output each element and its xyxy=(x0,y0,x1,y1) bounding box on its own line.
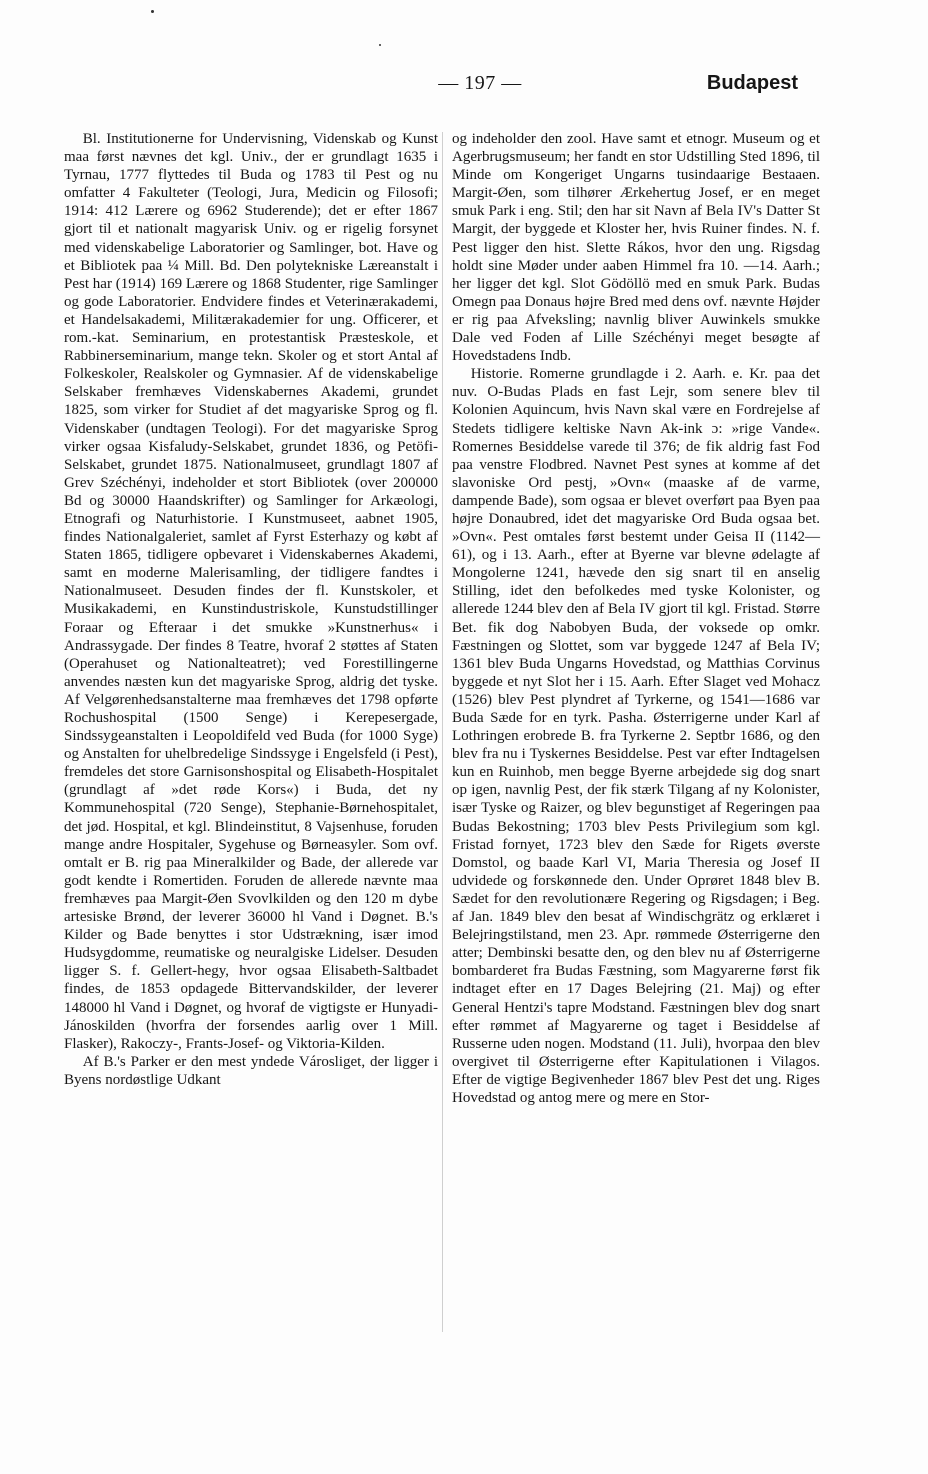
paragraph-parks-continued: og indeholder den zool. Have samt et etnogr. Museum og et Agerbrugsmuseum; her fandt en stor Udstilling Sted 1896, til Minde om Kongeriget Ungarns tusindaarige Bestaaen. Margit-Øen, som tilhører Ærkehertug Josef, er en meget smuk Park i eng. Stil; den har sit Navn af Bela IV's Datter St Margit, der byggede et Kloster her, hvis Ruiner findes. N. f. Pest ligger den hist. Slette Rákos, hvor den ung. Rigsdag holdt sine Møder under aaben Himmel fra 10. —14. Aarh.; her ligger det kgl. Slot Gödöllö med en smuk Park. Budas Omegn paa Donaus højre Bred med dens ovf. nævnte Højder er rig paa Afveksling; navnlig bliver Auwinkels smukke Dale ved Foden af Lille Széchényi meget besøgte af Hovedstadens Indb. xyxy=(452,131,820,365)
right-column xyxy=(452,130,820,1107)
page-number: — 197 — xyxy=(438,72,522,94)
running-title: Budapest xyxy=(706,72,798,94)
print-speck xyxy=(151,10,154,13)
column-divider xyxy=(442,132,443,1332)
print-speck xyxy=(379,44,381,46)
page-header xyxy=(60,72,800,102)
paragraph-history: Historie. Romerne grundlagde i 2. Aarh. e. Kr. paa det nuv. O-Budas Plads en fast Lejr, som senere blev til Kolonien Aquincum, hvis Navn skal være en Fordrejelse af Stedets tidligere keltiske Navn Ak-ink ɔ: »rige Vande«. Romernes Besiddelse varede til 376; de fik aldrig fast Fod paa venstre Flodbred. Navnet Pest synes at komme af det slavoniske Ord pestj, »Ovn« (maaske af de varme, dampende Bade), som ogsaa er blevet overført paa Byen paa højre Donaubred, idet det magyariske Ord Buda ogsaa bet. »Ovn«. Pest omtales først bestemt under Geisa II (1142—61), og i 13. Aarh., efter at Byerne var blevne ødelagte af Mongolerne 1241, hævede den sig snart til en anselig Stilling, idet den befolkedes med tyske Kolonister, og allerede 1244 blev den af Bela IV gjort til kgl. Fristad. Større Bet. fik dog Nabobyen Buda, der voksede op omkr. Fæstningen og Slottet, som var byggede 1247 af Bela IV; 1361 blev Buda Ungarns Hovedstad, og Matthias Corvinus byggede et nyt Slot her i 15. Aarh. Efter Slaget ved Mohacz (1526) blev Pest plyndret af Tyrkerne, og 1541—1686 var Buda Sæde for en tyrk. Pasha. Østerrigerne under Karl af Lothringen erobrede B. fra Tyrkerne 2. Septbr 1686, og den blev fra nu i Tyskernes Besiddelse. Pest var efter Indtagelsen kun en Ruinhob, men begge Byerne arbejdede sig dog snart op igen, navnlig Pest, der fik stærk Tilgang af ny Kolonister, især Tyske og Raizer, og blev begunstiget af Regeringen paa Budas Bekostning; 1703 blev Pests Privilegium som kgl. Fristad fornyet, 1723 blev den Sæde for Rigets øverste Domstol, og baade Karl VI, Maria Theresia og Josef II udvidede og forskønnede den. Under Oprøret 1848 blev B. Sædet for den revolutionære Regering og Rigsdagen; i Beg. af Jan. 1849 blev den besat af Windischgrätz og erklæret i Belejringstilstand, men 23. Apr. rømmede Østerrigerne den atter; Dembinski besatte den, og den blev nu af Østerrigerne bombarderet fra Budas Fæstning, som Magyarerne først fik indtaget efter en 17 Dages Belejring (21. Maj) og efter General Hentzi's tapre Modstand. Fæstningen blev dog snart efter rømmet af Magyarerne og taget i Besiddelse af Russerne uden nogen. Modstand (11. Juli), hvorpaa den blev overgivet til Østerrigerne efter Kapitulationen i Vilagos. Efter de vigtige Begivenheder 1867 blev Pest det ung. Riges Hovedstad og antog mere og mere en Stor- xyxy=(452,366,820,1106)
paragraph-parks: Af B.'s Parker er den mest yndede Városliget, der ligger i Byens nordøstlige Udkant xyxy=(64,1053,438,1088)
paragraph-institutions: Bl. Institutionerne for Undervisning, Videnskab og Kunst maa først nævnes det kgl. Univ., der er grundlagt 1635 i Tyrnau, 1777 flyttedes til Buda og 1783 til Pest og nu omfatter 4 Fakulteter (Teologi, Jura, Medicin og Filosofi; 1914: 412 Lærere og 6962 Studerende); det er efter 1867 gjort til et nationalt magyarisk Univ. og er rigelig forsynet med videnskabelige Laboratorier og Samlinger, bot. Have og et Bibliotek paa ¼ Mill. Bd. Den polytekniske Læreanstalt i Pest har (1914) 169 Lærere og 1868 Studenter, rige Samlinger og gode Laboratorier. Endvidere findes et Veterinærakademi, et Handelsakademi, Militærakademier for ung. Officerer, et rom.-kat. Seminarium, en protestantisk Præsteskole, et Rabbinerseminarium, mange tekn. Skoler og et stort Antal af Folkeskoler, Realskoler og Gymnasier. Af de videnskabelige Selskaber fremhæves Videnskabernes Akademi, grundet 1825, som virker for Studiet af det magyariske Sprog og fl. Videnskaber (undtagen Teologi). For det magyariske Sprog virker ogsaa Kisfaludy-Selskabet, grundet 1836, og Petöfi-Selskabet, grundet 1875. Nationalmuseet, grundlagt 1807 af Grev Széchényi, indeholder et stort Bibliotek (over 200000 Bd og 30000 Haandskrifter) og Samlinger for Arkæologi, Etnografi og Naturhistorie. I Kunstmuseet, aabnet 1905, findes Nationalgaleriet, samlet af Fyrst Esterhazy og købt af Staten 1865, tidligere opbevaret i Videnskabernes Akademi, samt en moderne Malerisamling, der tidligere fandtes i Nationalmuseet. Desuden findes der fl. Kunstskoler, et Musikakademi, en Kunstindustriskole, Kunstudstillinger Foraar og Efteraar i det smukke »Kunstnerhus« i Andrassygade. Der findes 8 Teatre, hvoraf 2 støttes af Staten (Operahuset og Nationalteatret); ved Forestillingerne anvendes næsten kun det magyariske Sprog, aldrig det tyske. Af Velgørenhedsanstalterne maa fremhæves det 1798 opførte Rochushospital (1500 Senge) i Kerepesergade, Sindssygeanstalten i Leopoldifeld ved Buda (for 1000 Syge) og Anstalten for uhelbredelige Sindssyge i Engelsfeld (i Pest), fremdeles det store Garnisonshospital og Elisabeth-Hospitalet (grundlagt af »det røde Kors«) i Buda, det ny Kommunehospital (720 Senge), Stephanie-Børnehospitalet, det jød. Hospital, et kgl. Blindeinstitut, 8 Vajsenhuse, foruden mange andre Hospitaler, Sygehuse og Børneasyler. Som ovf. omtalt er B. rig paa Mineralkilder og Bade, der allerede var godt kendte i Romertiden. Foruden de allerede nævnte maa fremhæves paa Margit-Øen Svovlkilden og den 120 m dybe artesiske Brønd, der leverer 36000 hl Vand i Døgnet. B.'s Kilder og Bade benyttes i stor Udstrækning, især imod Hudsygdomme, reumatiske og neuralgiske Lidelser. Desuden ligger S. f. Gellert-hegy, hvor ogsaa Elisabeth-Saltbadet findes, de 1853 opdagede Bittervandskilder, der leverer 148000 hl Vand i Døgnet, og hvoraf de vigtigste er Hunyadi-Jánoskilden (hvorfra der forsendes aarlig over 1 Mill. Flasker), Rakoczy-, Frants-Josef- og Viktoria-Kilden. xyxy=(64,131,438,1052)
left-column xyxy=(64,130,438,1089)
